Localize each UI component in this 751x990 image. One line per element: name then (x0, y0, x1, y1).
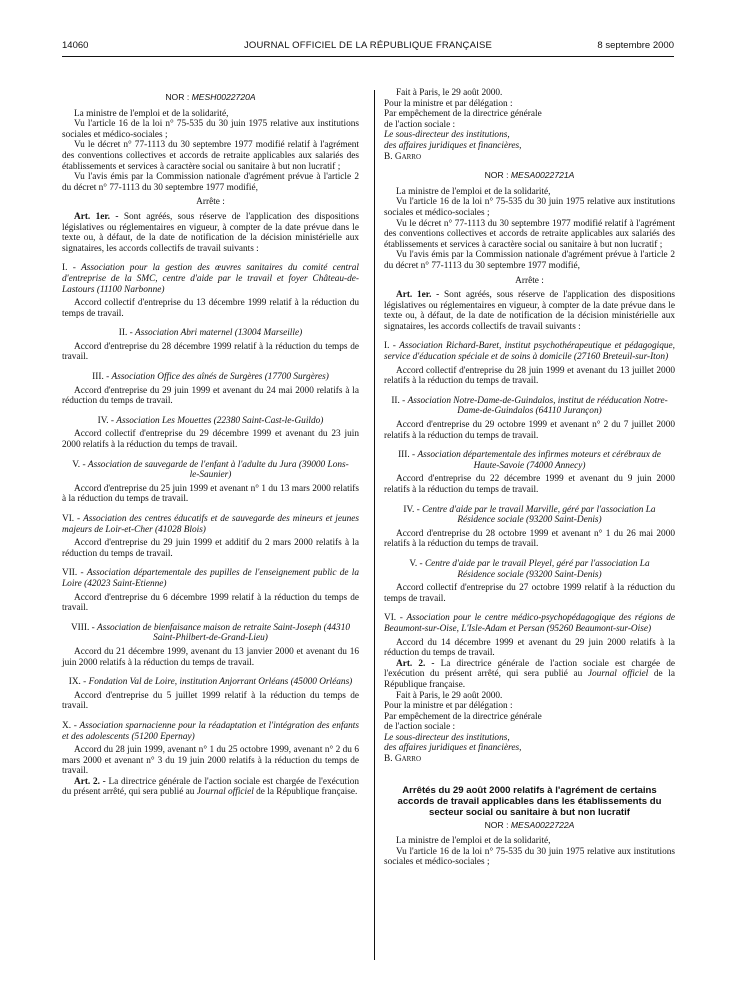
preamble-line: Vu l'avis émis par la Commission nationale d'agrément prévue à l'article 2 du décret n° 77-1113 du 30 septembre 1977 modifié, (384, 250, 675, 271)
section-heading: III. - Association Office des aînés de Surgères (17700 Surgères) (92, 372, 329, 383)
page-header (62, 40, 674, 54)
section-body: Accord d'entreprise du 29 octobre 1999 et avenant n° 2 du 7 juillet 2000 relatifs à la réduction du temps de travail. (384, 420, 675, 441)
section-body: Accord collectif d'entreprise du 13 décembre 1999 relatif à la réduction du temps de travail. (62, 298, 359, 319)
section-heading: II. - Association Notre-Dame-de-Guindalos, institut de rééducation Notre-Dame-de-Guindalos (64110 Jurançon) (391, 395, 668, 417)
section-body: Accord d'entreprise du 6 décembre 1999 relatif à la réduction du temps de travail. (62, 592, 359, 614)
journal-title: JOURNAL OFFICIEL DE LA RÉPUBLIQUE FRANÇAISE (243, 40, 493, 51)
preamble-line: Vu l'article 16 de la loi n° 75-535 du 30 juin 1975 relative aux institutions sociales et médico-sociales ; (62, 119, 359, 140)
preamble-line: Vu l'article 16 de la loi n° 75-535 du 30 juin 1975 relative aux institutions sociales et médico-sociales ; (384, 197, 675, 218)
section-body: Accord d'entreprise du 29 juin 1999 et avenant du 24 mai 2000 relatifs à la réduction du temps de travail. (62, 385, 359, 407)
arrete-label: Arrête : (515, 275, 544, 286)
section-heading: VIII. - Association de bienfaisance maison de retraite Saint-Joseph (44310 Saint-Philbert-de-Grand-Lieu) (70, 622, 351, 644)
column-divider (374, 90, 375, 960)
nor-reference: NOR : MESA0022722A (484, 819, 575, 830)
arrete-label: Arrête : (196, 197, 225, 208)
section-heading: VII. - Association départementale des pupilles de l'enseignement public de la Loire (42023 Saint-Etienne) (62, 568, 359, 589)
preamble-line: Vu le décret n° 77-1113 du 30 septembre 1977 modifié relatif à l'agrément des conventions collectives et accords de retraite applicables aux salariés des établissements et services à caractère social ou sanitaire à but non lucratif ; (384, 218, 675, 250)
section-heading: II. - Association Abri maternel (13004 Marseille) (118, 328, 303, 339)
signing-place-date: Fait à Paris, le 29 août 2000. (396, 88, 503, 98)
section-body: Accord d'entreprise du 25 juin 1999 et avenant n° 1 du 13 mars 2000 relatifs à la réduction du temps de travail. (62, 483, 359, 505)
section-heading: X. - Association sparnacienne pour la réadaptation et l'intégration des enfants et des adolescents (51200 Epernay) (62, 720, 359, 742)
issue-date: 8 septembre 2000 (597, 40, 674, 51)
nor-reference: NOR : MESH0022720A (165, 92, 256, 102)
article-2: Art. 2. - La directrice générale de l'action sociale est chargée de l'exécution du présent arrêté, qui sera publié au Journal officiel de la République française. (384, 658, 676, 690)
section-heading: III. - Association départementale des infirmes moteurs et cérébraux de Haute-Savoie (74000 Annecy) (398, 450, 661, 471)
signatory-name: B. Garro (384, 754, 422, 765)
section-body: Accord d'entreprise du 29 juin 1999 et additif du 2 mars 2000 relatifs à la réduction du temps de travail. (62, 538, 359, 559)
section-heading: I. - Association pour la gestion des œuvres sanitaires du comité central d'entreprise de la SMC, centre d'aide par le travail et foyer Château-de-Lastours (11100 Narbonne) (62, 263, 359, 295)
preamble-line: La ministre de l'emploi et de la solidarité, (396, 186, 551, 197)
article-2: Art. 2. - La directrice générale de l'action sociale est chargée de l'exécution du présent arrêté, qui sera publié au Journal officiel de la République française. (62, 776, 359, 798)
section-heading: V. - Association de sauvegarde de l'enfant à l'adulte du Jura (39000 Lons-le-Saunier) (72, 459, 349, 481)
section-body: Accord d'entreprise du 28 décembre 1999 relatif à la réduction du temps de travail. (62, 341, 359, 363)
section-heading: VI. - Association des centres éducatifs et de sauvegarde des mineurs et jeunes majeurs de Loir-et-Cher (41028 Blois) (62, 514, 359, 535)
section-heading: I. - Association Richard-Baret, institut psychothérapeutique et pédagogique, service d'éducation spéciale et de soins à domicile (27160 Breteuil-sur-Iton) (384, 341, 675, 363)
preamble-line: Vu l'article 16 de la loi n° 75-535 du 30 juin 1975 relative aux institutions sociales et médico-sociales ; (384, 846, 675, 868)
section-body: Accord d'entreprise du 28 octobre 1999 et avenant n° 1 du 26 mai 2000 relatifs à la réduction du temps de travail. (384, 528, 675, 550)
section-heading: V. - Centre d'aide par le travail Pleyel, géré par l'association La Résidence sociale (93200 Saint-Denis) (409, 558, 650, 580)
signing-place-date: Fait à Paris, le 29 août 2000. (396, 690, 503, 701)
section-body: Accord du 28 juin 1999, avenant n° 1 du 25 octobre 1999, avenant n° 2 du 6 mars 2000 et avenant n° 3 du 19 juin 2000 relatifs à la réduction du temps de travail. (62, 745, 359, 777)
section-list (384, 341, 675, 658)
right-column (384, 88, 675, 868)
section-heading: VI. - Association pour le centre médico-psychopédagogique des régions de Beaumont-sur-Oise, L'Isle-Adam et Persan (95260 Beaumont-sur-Oise) (384, 613, 675, 634)
section-heading: IV. - Centre d'aide par le travail Marville, géré par l'association La Résidence sociale (93200 Saint-Denis) (403, 504, 656, 526)
section-list (62, 263, 359, 777)
section-body: Accord d'entreprise du 22 décembre 1999 et avenant du 9 juin 2000 relatifs à la réduction du temps de travail. (384, 474, 675, 495)
section-body: Accord collectif d'entreprise du 29 décembre 1999 et avenant du 23 juin 2000 relatifs à la réduction du temps de travail. (62, 429, 359, 451)
article-1: Art. 1er. - Sont agréés, sous réserve de l'application des dispositions législatives ou réglementaires en vigueur, à compter de la date prévue dans le texte ou, à défaut, de la date de notification de la décision ministérielle aux signataires, les accords collectifs de travail suivants : (384, 290, 675, 332)
preamble-line: Vu le décret n° 77-1113 du 30 septembre 1977 modifié relatif à l'agrément des conventions collectives et accords de retraite applicables aux salariés des établissements et services à caractère social ou sanitaire à but non lucratif ; (62, 140, 359, 172)
preamble-line: La ministre de l'emploi et de la solidarité, (74, 108, 229, 119)
header-rule (62, 56, 674, 57)
preamble-line: Vu l'avis émis par la Commission nationale d'agrément prévue à l'article 2 du décret n° 77-1113 du 30 septembre 1977 modifié, (62, 172, 359, 193)
section-body: Accord d'entreprise du 5 juillet 1999 relatif à la réduction du temps de travail. (62, 690, 359, 712)
article-1: Art. 1er. - Sont agréés, sous réserve de l'application des dispositions législatives ou réglementaires en vigueur, à compter de la date prévue dans le texte ou, à défaut, de la date de notification de la décision ministérielle aux signataires, les accords collectifs de travail suivants : (62, 211, 359, 254)
section-body: Accord du 14 décembre 1999 et avenant du 29 juin 2000 relatifs à la réduction du temps de travail. (384, 637, 675, 659)
signatory-name: B. Garro (384, 151, 422, 162)
section-heading: IX. - Fondation Val de Loire, institution Anjorrant Orléans (45000 Orléans) (68, 677, 353, 688)
left-column (62, 92, 359, 798)
nor-reference: NOR : MESA0022721A (484, 170, 575, 181)
section-body: Accord collectif d'entreprise du 27 octobre 1999 relatif à la réduction du temps de travail. (384, 583, 675, 604)
signature-block: Pour la ministre et par délégation : Par empêchement de la directrice générale de l'action sociale : Le sous-directeur des institutions, des affaires juridiques et financières, B. Garro (384, 701, 675, 765)
section-heading: IV. - Association Les Mouettes (22380 Saint-Cast-le-Guildo) (97, 415, 324, 426)
preamble-line: La ministre de l'emploi et de la solidarité, (396, 836, 551, 847)
page-number: 14060 (62, 40, 89, 51)
signature-block: Pour la ministre et par délégation : Par empêchement de la directrice générale de l'action sociale : Le sous-directeur des institutions, des affaires juridiques et financières, B. Garro (384, 99, 675, 163)
section-body: Accord collectif d'entreprise du 28 juin 1999 et avenant du 13 juillet 2000 relatifs à la réduction du temps de travail. (384, 365, 675, 387)
section-body: Accord du 21 décembre 1999, avenant du 13 janvier 2000 et avenant du 16 juin 2000 relatifs à la réduction du temps de travail. (62, 646, 359, 668)
decree-title: Arrêtés du 29 août 2000 relatifs à l'agrément de certains accords de travail applicables dans les établissements du secteur social ou sanitaire à but non lucratif (397, 784, 662, 818)
